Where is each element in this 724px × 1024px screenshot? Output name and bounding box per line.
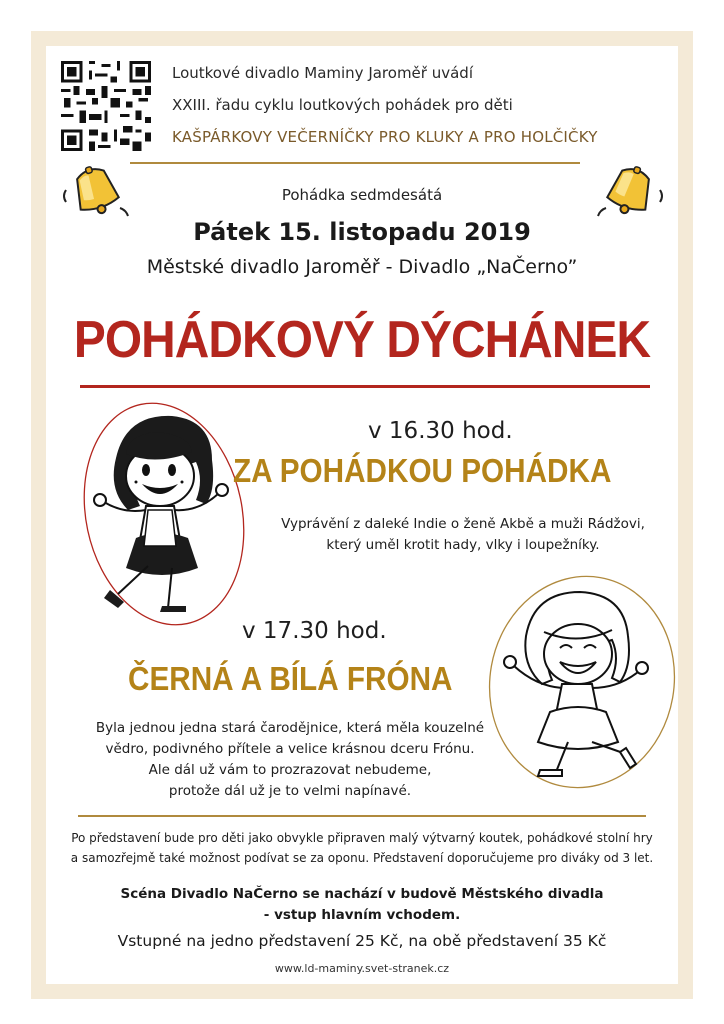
girl-dark-hair-illustration: [76, 398, 248, 630]
title-underline: [80, 385, 650, 388]
show1-time: v 16.30 hod.: [368, 418, 513, 444]
qr-code-icon: [61, 61, 151, 151]
presenter-line: Loutkové divadlo Maminy Jaroměř uvádí: [172, 64, 473, 82]
show2-description-2: vědro, podivného přítele a velice krásnou dceru Frónu.: [105, 741, 475, 757]
show2-time: v 17.30 hod.: [242, 618, 387, 644]
show2-description-1: Byla jednou jedna stará čarodějnice, která měla kouzelné: [95, 720, 485, 736]
series-name: KAŠPÁRKOVY VEČERNÍČKY PRO KLUKY A PRO HOLČIČKY: [172, 128, 598, 146]
info-line-1: Po představení bude pro děti jako obvykle připraven malý výtvarný koutek, pohádkové stolní hry: [71, 831, 653, 845]
event-date: Pátek 15. listopadu 2019: [193, 218, 531, 246]
admission-price: Vstupné na jedno představení 25 Kč, na obě představení 35 Kč: [117, 932, 607, 950]
show1-description-1: Vyprávění z daleké Indie o ženě Akbě a muži Rádžovi,: [281, 516, 645, 532]
footer-divider: [78, 815, 646, 817]
show2-description-4: protože dál už je to velmi napínavé.: [168, 783, 412, 799]
event-venue: Městské divadlo Jaroměř - Divadlo „NaČerno”: [146, 256, 578, 278]
website-link[interactable]: www.ld-maminy.svet-stranek.cz: [274, 962, 450, 975]
show1-title: ZA POHÁDKOU POHÁDKA: [233, 452, 612, 489]
episode-number: Pohádka sedmdesátá: [281, 186, 443, 204]
show1-description-2: který uměl krotit hady, vlky i loupežníky.: [326, 537, 600, 553]
event-title: POHÁDKOVÝ DÝCHÁNEK: [73, 311, 651, 369]
header-divider: [130, 162, 580, 164]
scene-line-2: - vstup hlavním vchodem.: [263, 907, 461, 923]
show2-title: ČERNÁ A BÍLÁ FRÓNA: [128, 660, 453, 697]
show2-description-3: Ale dál už vám to prozrazovat nebudeme,: [148, 762, 432, 778]
scene-line-1: Scéna Divadlo NaČerno se nachází v budově Městského divadla: [120, 886, 604, 902]
series-line: XXIII. řadu cyklu loutkových pohádek pro děti: [172, 96, 513, 114]
info-line-2: a samozřejmě také možnost podívat se za oponu. Představení doporučujeme pro diváky od 3 let.: [70, 851, 654, 865]
